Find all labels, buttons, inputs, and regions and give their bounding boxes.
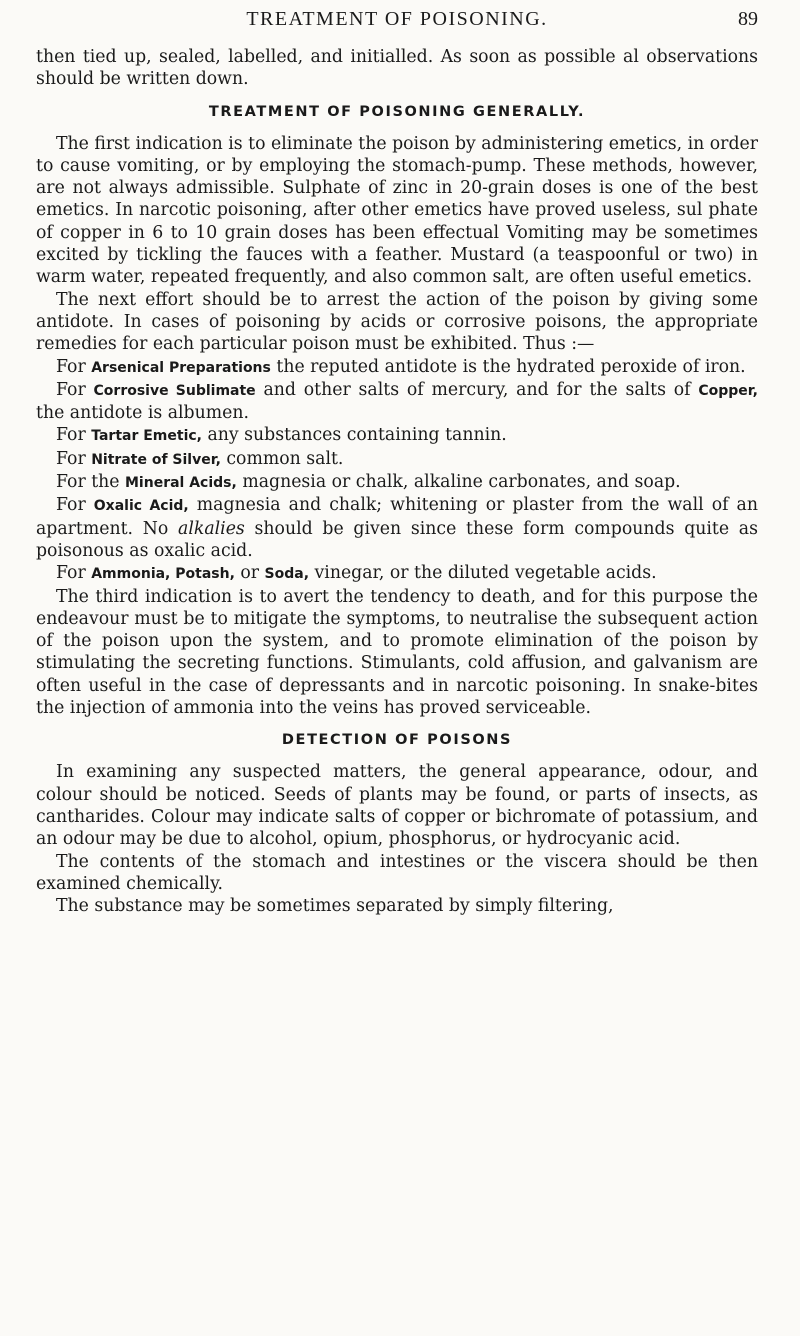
poison-name: Copper, <box>698 382 758 399</box>
antidote-mineral-acids: For the Mineral Acids, magnesia or chalk, alkaline carbonates, and soap. <box>56 472 681 493</box>
antidote-tartar-emetic: For Tartar Emetic, any substances containing tannin. <box>56 425 507 446</box>
running-head-title: TREATMENT OF POISONING. <box>246 8 548 30</box>
paragraph-continued: then tied up, sealed, labelled, and initialled. As soon as possible al observations should be written down. <box>36 47 758 90</box>
paragraph-filtering: The substance may be sometimes separated by simply filtering, <box>56 896 614 917</box>
section-heading-treatment: TREATMENT OF POISONING GENERALLY. <box>208 103 586 120</box>
antidote-corrosive-sublimate: For Corrosive Sublimate and other salts of mercury, and for the salts of Copper, the antidote is albumen. <box>36 379 758 424</box>
poison-name: Nitrate of Silver, <box>91 451 221 468</box>
poison-name: Mineral Acids, <box>125 475 237 492</box>
antidote-oxalic-acid: For Oxalic Acid, magnesia and chalk; whitening or plaster from the wall of an apartment. No alkalies should be given since these form compounds quite as poisonous as oxalic acid. <box>36 495 758 561</box>
paragraph-examining: In examining any suspected matters, the general appearance, odour, and colour should be noticed. Seeds of plants may be found, or parts of insects, as cantharides. Colour may indicate salts of copper or bichromate of potassium, and an odour may be due to alcohol, opium, phosphorus, or hydrocyanic acid. <box>36 762 758 850</box>
running-head <box>36 8 758 46</box>
antidote-arsenical: For Arsenical Preparations the reputed antidote is the hydrated peroxide of iron. <box>56 356 746 377</box>
poison-name: Arsenical Preparations <box>91 359 271 376</box>
page-number: 89 <box>738 8 758 30</box>
poison-name: Soda, <box>264 566 310 583</box>
antidote-ammonia-potash-soda: For Ammonia, Potash, or Soda, vinegar, or the diluted vegetable acids. <box>56 563 657 584</box>
poison-name: Ammonia, Potash, <box>91 566 235 583</box>
poison-name: Oxalic Acid, <box>93 498 189 515</box>
section-heading-detection: DETECTION OF POISONS <box>281 732 513 749</box>
poison-name: Corrosive Sublimate <box>93 382 256 399</box>
paragraph-first-indication: The first indication is to eliminate the poison by administering emetics, in order to cause vomiting, or by employing the stomach-pump. These methods, however, are not always admissible. Sulphate of zinc in 20-grain doses is one of the best emetics. In narcotic poisoning, after other emetics have proved useless, sul phate of copper in 6 to 10 grain doses has been effectual Vomiting may be sometimes excited by tickling the fauces with a feather. Mustard (a teaspoonful or two) in warm water, repeated frequently, and also common salt, are often useful emetics. <box>36 133 758 288</box>
poison-name: Tartar Emetic, <box>91 428 202 445</box>
paragraph-stomach-contents: The contents of the stomach and intestines or the viscera should be then examined chemically. <box>36 851 758 894</box>
paragraph-third-indication: The third indication is to avert the tendency to death, and for this purpose the endeavour must be to mitigate the symptoms, to neutralise the subsequent action of the poison upon the system, and to promote elimination of the poison by stimulating the secreting functions. Stimulants, cold affusion, and galvanism are often useful in the case of depressants and in narcotic poisoning. In snake-bites the injection of ammonia into the veins has proved serviceable. <box>36 586 758 719</box>
emphasis: alkalies <box>178 518 245 539</box>
antidote-nitrate-of-silver: For Nitrate of Silver, common salt. <box>56 448 344 469</box>
paragraph-antidote-intro: The next effort should be to arrest the action of the poison by giving some antidote. In cases of poisoning by acids or corrosive poisons, the appropriate remedies for each particular poison must be exhibited. Thus :— <box>36 289 758 355</box>
